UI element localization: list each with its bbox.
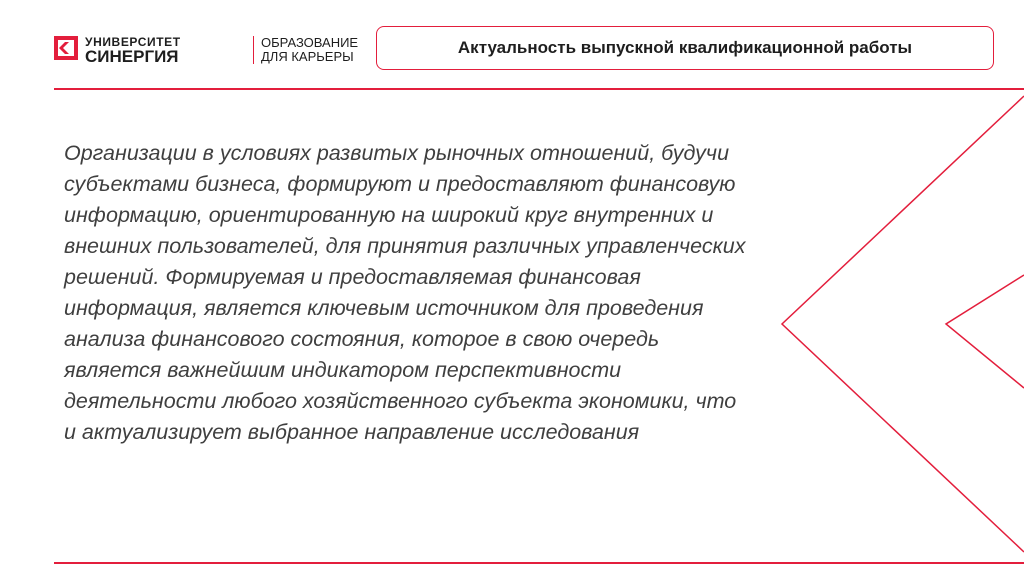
- top-divider-line: [54, 88, 1024, 90]
- slide-title-box: [376, 26, 994, 70]
- slide-title: Актуальность выпускной квалификационной работы: [457, 38, 913, 57]
- logo-tagline-line1: ОБРАЗОВАНИЕ: [261, 35, 359, 50]
- logo-university-text: УНИВЕРСИТЕТ: [85, 35, 181, 49]
- main-paragraph: Организации в условиях развитых рыночных отношений, будучи субъектами бизнеса, формируют и предоставляют финансовую информацию, ориентированную на широкий круг внутренних и внешних пользователей, для принятия различных управленческих решений. Формируемая и предоставляемая финансовая информация, является ключевым источником для проведения анализа финансового состояния, которое в свою очередь является важнейшим индикатором перспективности деятельности любого хозяйственного субъекта экономики, что и актуализирует выбранное направление исследования: [64, 141, 746, 444]
- university-logo: [54, 35, 359, 66]
- logo-divider: [253, 36, 254, 64]
- synergy-logo-icon: [54, 36, 78, 60]
- logo-tagline-line2: ДЛЯ КАРЬЕРЫ: [261, 49, 354, 64]
- logo-synergy-text: СИНЕРГИЯ: [85, 47, 179, 66]
- bottom-divider-line: [54, 562, 1024, 564]
